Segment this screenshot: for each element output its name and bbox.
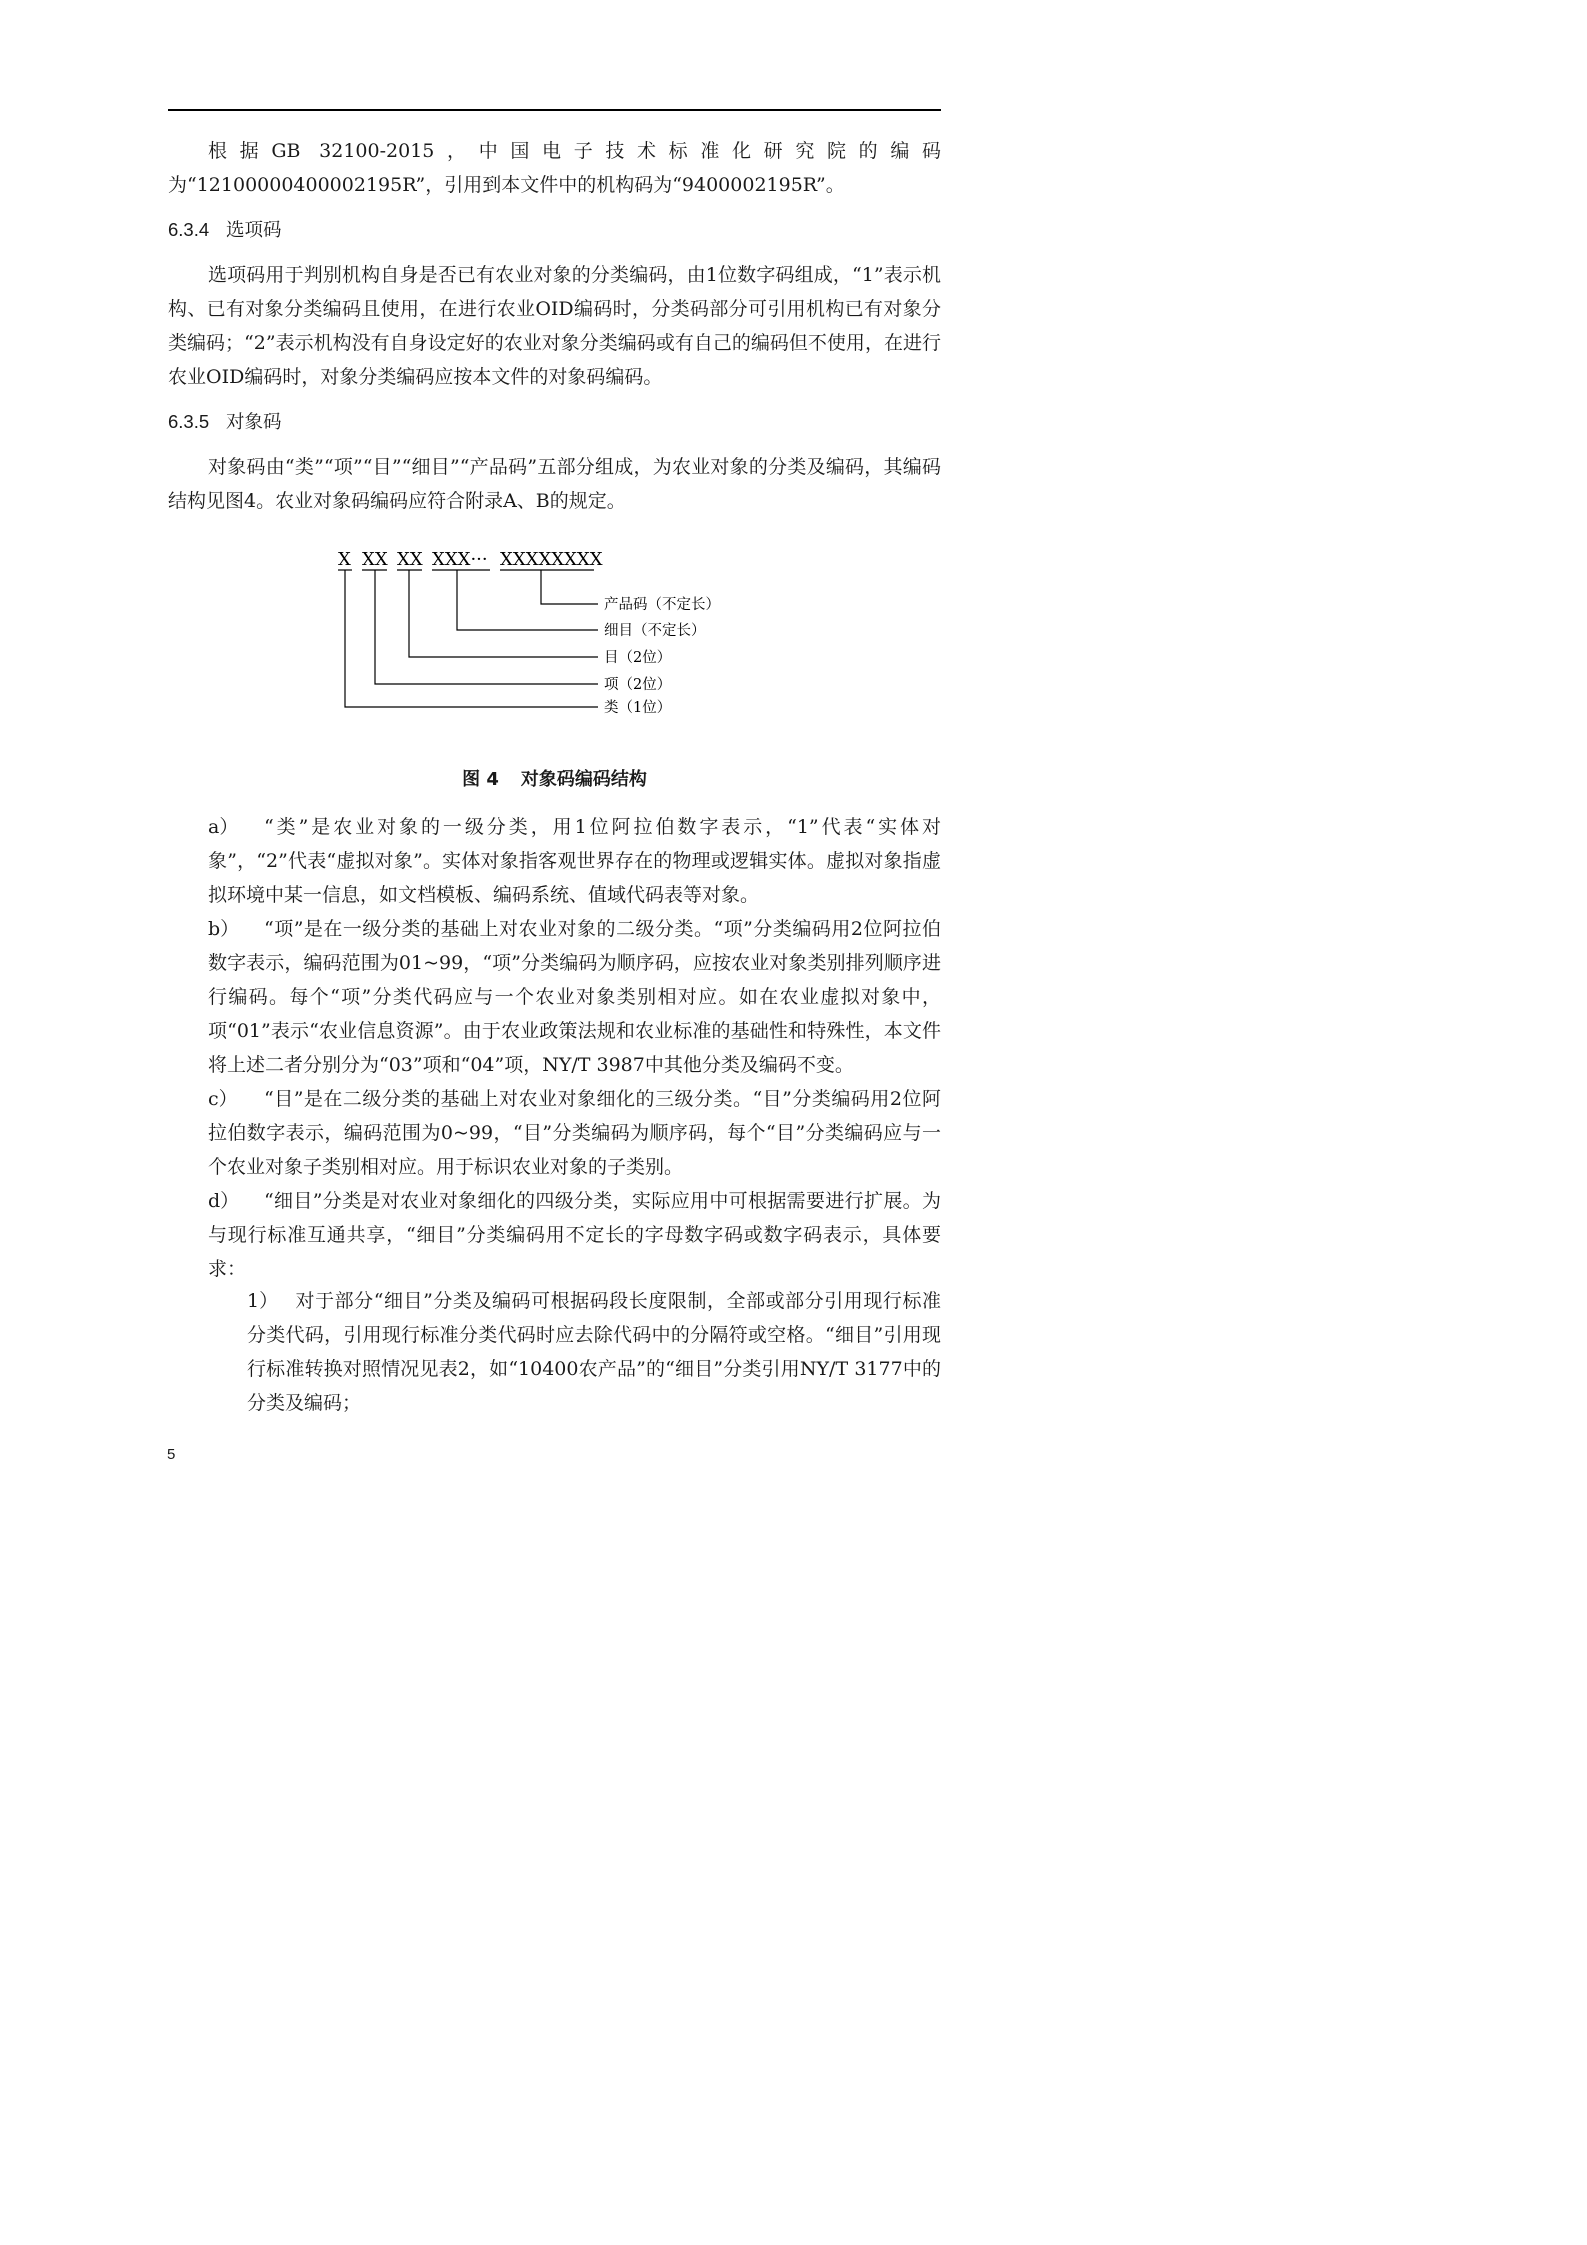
figure-object-code-structure [0,0,1100,760]
segment-product: XXXXXXXX [500,549,603,570]
paragraph-option-code: 选项码用于判别机构自身是否已有农业对象的分类编码，由1位数字码组成，“1”表示机构、已有对象分类编码且使用，在进行农业OID编码时，分类码部分可引用机构已有对象分类编码；“2”表示机构没有自身设定好的农业对象分类编码或有自己的编码但不使用，在进行农业OID编码时，对象分类编码应按本文件的对象码编码。 [168,264,941,388]
label-detail: 细目（不定长） [604,623,706,639]
section-number: 6.3.5 [168,411,210,432]
paragraph-institution-code: 根据GB 32100-2015，中国电子技术标准化研究院的编码为“12100000400002195R”，引用到本文件中的机构码为“9400002195R”。 [168,140,941,196]
figure-title: 对象码编码结构 [520,769,647,790]
connector-class [345,570,598,707]
sub-list-marker: 1） [247,1290,279,1312]
connector-product-code [541,570,598,604]
section-number: 6.3.4 [168,219,210,240]
label-category: 目（2位） [604,650,672,666]
sub-list-text: 对于部分“细目”分类及编码可根据码段长度限制，全部或部分引用现行标准分类代码，引用现行标准分类代码时应去除代码中的分隔符或空格。“细目”引用现行标准转换对照情况见表2，如“10400农产品”的“细目”分类引用NY/T 3177中的分类及编码； [247,1290,941,1414]
list-item-b [208,912,941,1082]
segment-item: XX [362,549,388,570]
label-product-code: 产品码（不定长） [604,597,720,613]
segment-detail: XXX··· [432,549,488,570]
figure-caption [168,765,941,791]
list-marker: d） [208,1190,240,1212]
connector-detail [457,570,598,630]
paragraph-object-code: 对象码由“类”“项”“目”“细目”“产品码”五部分组成，为农业对象的分类及编码，其编码结构见图4。农业对象码编码应符合附录A、B的规定。 [168,456,941,512]
list-marker: b） [208,918,240,940]
list-text: “细目”分类是对农业对象细化的四级分类，实际应用中可根据需要进行扩展。为与现行标准互通共享，“细目”分类编码用不定长的字母数字码或数字码表示，具体要求： [208,1190,941,1280]
section-title: 选项码 [226,220,282,241]
segment-category: XX [397,549,423,570]
sub-list-item-1 [247,1284,941,1420]
segment-class: X [338,549,351,570]
list-text: “项”是在一级分类的基础上对农业对象的二级分类。“项”分类编码用2位阿拉伯数字表示，编码范围为01~99，“项”分类编码为顺序码，应按农业对象类别排列顺序进行编码。每个“项”分类代码应与一个农业对象类别相对应。如在农业虚拟对象中，项“01”表示“农业信息资源”。由于农业政策法规和农业标准的基础性和特殊性，本文件将上述二者分别分为“03”项和“04”项，NY/T 3987中其他分类及编码不变。 [208,918,941,1076]
page-number: 5 [167,1446,176,1463]
connector-category-mu [409,570,598,657]
list-text: “类”是农业对象的一级分类，用1位阿拉伯数字表示，“1”代表“实体对象”，“2”代表“虚拟对象”。实体对象指客观世界存在的物理或逻辑实体。虚拟对象指虚拟环境中某一信息，如文档模板、编码系统、值域代码表等对象。 [208,816,941,906]
list-marker: a） [208,816,239,838]
list-marker: c） [208,1088,238,1110]
list-item-a [208,810,941,912]
list-item-c [208,1082,941,1184]
list-item-d [208,1184,941,1286]
section-title: 对象码 [226,412,282,433]
list-text: “目”是在二级分类的基础上对农业对象细化的三级分类。“目”分类编码用2位阿拉伯数字表示，编码范围为0~99，“目”分类编码为顺序码，每个“目”分类编码应与一个农业对象子类别相对应。用于标识农业对象的子类别。 [208,1088,941,1178]
figure-number: 图 4 [462,769,499,790]
label-item: 项（2位） [604,677,672,693]
label-class: 类（1位） [604,700,672,716]
